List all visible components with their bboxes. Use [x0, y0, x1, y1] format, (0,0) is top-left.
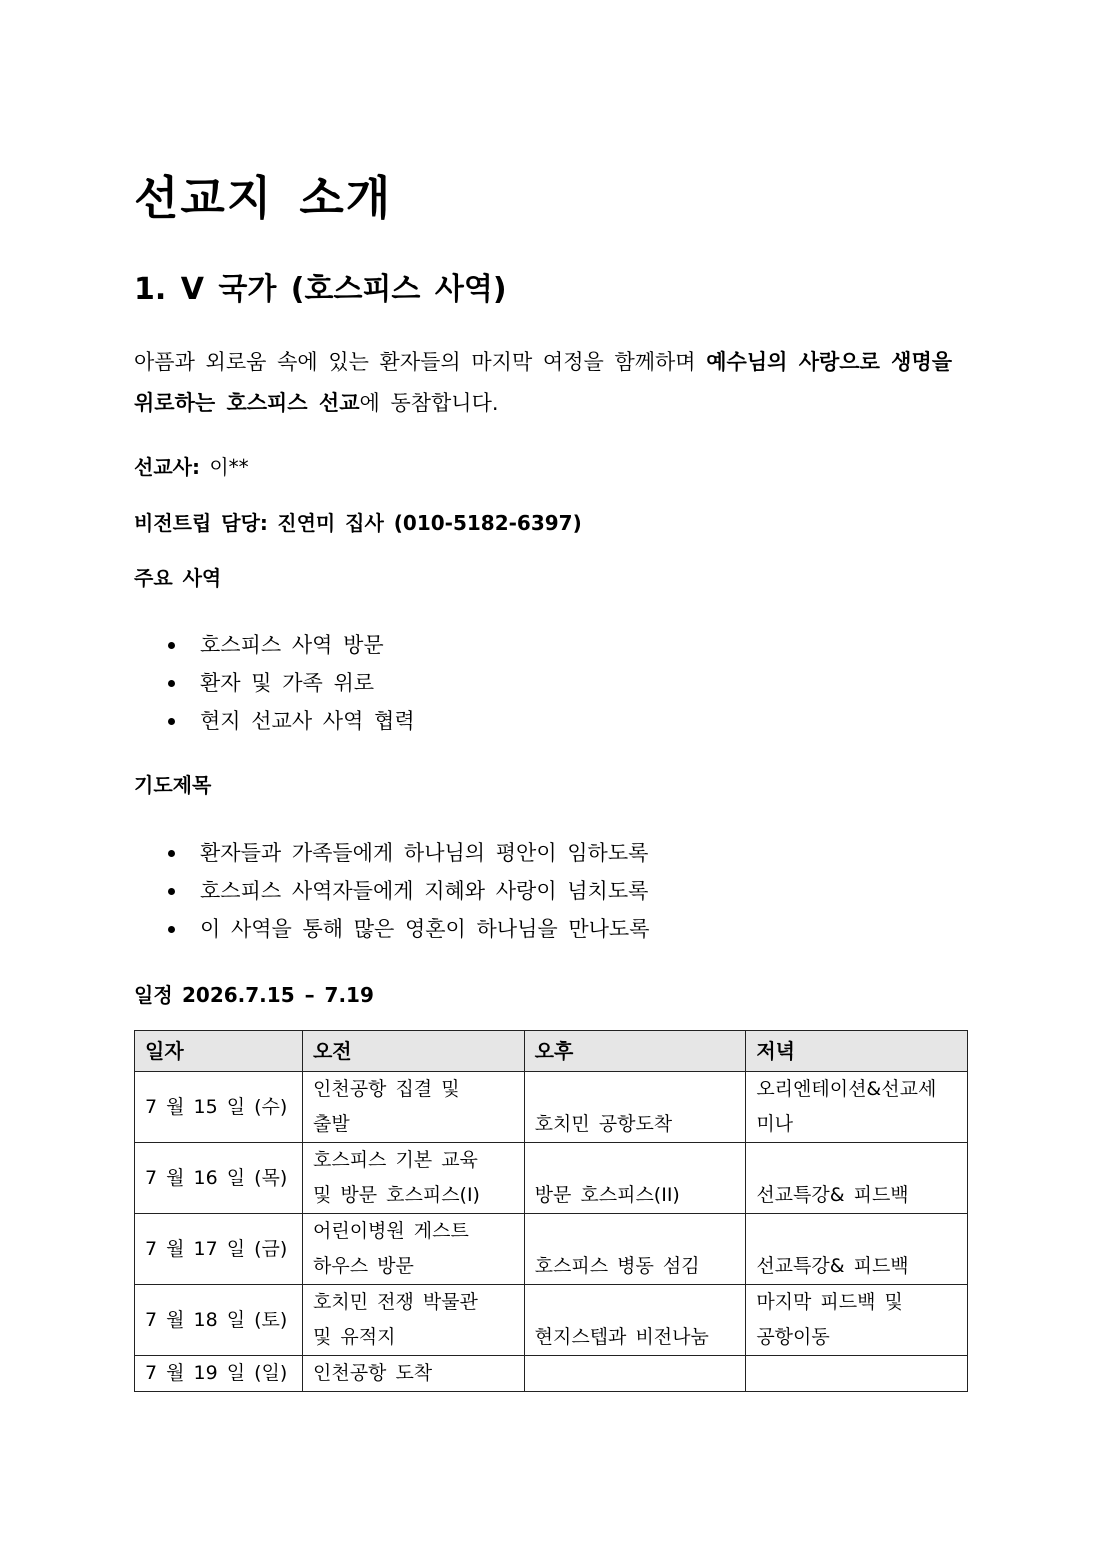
vision-trip-contact-value: 진연미 집사 (010-5182-6397): [277, 511, 582, 535]
cell-line: 오리엔테이션&선교세: [756, 1078, 937, 1100]
cell-line: 선교특강& 피드백: [756, 1184, 909, 1206]
section-heading: 1. V 국가 (호스피스 사역): [134, 272, 507, 307]
list-item: [134, 702, 415, 740]
list-item-text: 현지 선교사 사역 협력: [200, 709, 415, 733]
missionary-line: [134, 452, 249, 482]
morning-cell: [302, 1072, 524, 1143]
evening-cell: [746, 1285, 968, 1356]
list-item: [134, 834, 649, 872]
page-title: 선교지 소개: [134, 171, 393, 225]
schedule-heading: [134, 980, 374, 1010]
cell-line: 호스피스 기본 교육: [312, 1149, 478, 1171]
date-cell: 7 월 18 일 (토): [135, 1285, 303, 1356]
table-row: [135, 1285, 968, 1356]
schedule-heading-text: 일정: [134, 983, 173, 1007]
missionary-value: 이**: [209, 455, 249, 479]
schedule-date-range: 2026.7.15 – 7.19: [182, 983, 374, 1007]
cell-line: 하우스 방문: [312, 1255, 414, 1277]
cell-line: 마지막 피드백 및: [756, 1291, 903, 1313]
intro-text: 아픔과 외로움 속에 있는 환자들의 마지막 여정을 함께하며: [134, 350, 707, 374]
afternoon-cell: 방문 호스피스(II): [524, 1143, 746, 1214]
bullet-icon: [168, 680, 175, 687]
morning-cell: [302, 1285, 524, 1356]
evening-cell: [746, 1356, 968, 1392]
missionary-label: 선교사:: [134, 455, 200, 479]
cell-line: 미나: [756, 1113, 794, 1135]
column-header-evening: 저녁: [746, 1031, 968, 1072]
intro-paragraph: [134, 342, 964, 424]
cell-line: 인천공항 집결 및: [312, 1078, 460, 1100]
date-cell: 7 월 16 일 (목): [135, 1143, 303, 1214]
evening-cell: [746, 1143, 968, 1214]
list-item-text: 이 사역을 통해 많은 영혼이 하나님을 만나도록: [200, 917, 650, 941]
list-item: [134, 626, 415, 664]
afternoon-cell: [524, 1356, 746, 1392]
cell-line: 출발: [312, 1113, 350, 1135]
list-item-text: 호스피스 사역 방문: [200, 633, 384, 657]
vision-trip-contact-label: 비전트립 담당:: [134, 511, 268, 535]
list-item-text: 환자 및 가족 위로: [200, 671, 375, 695]
cell-line: 공항이동: [756, 1326, 830, 1348]
cell-line: 선교특강& 피드백: [756, 1255, 909, 1277]
afternoon-cell: 호치민 공항도착: [524, 1072, 746, 1143]
morning-cell: [302, 1214, 524, 1285]
prayer-topics-list: [134, 834, 649, 948]
list-item: [134, 872, 649, 910]
prayer-topics-heading: [134, 770, 211, 800]
table-row: [135, 1214, 968, 1285]
prayer-topics-heading-text: 기도제목: [134, 773, 212, 797]
bullet-icon: [168, 888, 175, 895]
bullet-icon: [168, 926, 175, 933]
cell-line: 어린이병원 게스트: [312, 1220, 469, 1242]
list-item-text: 환자들과 가족들에게 하나님의 평안이 임하도록: [200, 841, 649, 865]
bullet-icon: [168, 850, 175, 857]
table-row: [135, 1072, 968, 1143]
table-row: [135, 1356, 968, 1392]
intro-emphasis: 예수님의 사랑으로 생명을 위로하는 호스피스 선교: [134, 350, 953, 415]
cell-line: 및 방문 호스피스(I): [312, 1184, 480, 1206]
cell-line: 인천공항 도착: [312, 1362, 433, 1384]
list-item-text: 호스피스 사역자들에게 지혜와 사랑이 넘치도록: [200, 879, 649, 903]
cell-line: 호치민 전쟁 박물관: [312, 1291, 478, 1313]
list-item: [134, 910, 649, 948]
evening-cell: [746, 1072, 968, 1143]
cell-line: 및 유적지: [312, 1326, 396, 1348]
column-header-date: 일자: [135, 1031, 303, 1072]
table-row: [135, 1143, 968, 1214]
intro-text-end: 에 동참합니다.: [359, 391, 499, 415]
date-cell: 7 월 19 일 (일): [135, 1356, 303, 1392]
date-cell: 7 월 17 일 (금): [135, 1214, 303, 1285]
bullet-icon: [168, 718, 175, 725]
morning-cell: [302, 1143, 524, 1214]
afternoon-cell: 호스피스 병동 섬김: [524, 1214, 746, 1285]
bullet-icon: [168, 642, 175, 649]
date-cell: 7 월 15 일 (수): [135, 1072, 303, 1143]
column-header-morning: 오전: [302, 1031, 524, 1072]
evening-cell: [746, 1214, 968, 1285]
schedule-table: [134, 1030, 968, 1392]
afternoon-cell: 현지스텝과 비전나눔: [524, 1285, 746, 1356]
vision-trip-contact-line: [134, 508, 582, 538]
column-header-afternoon: 오후: [524, 1031, 746, 1072]
list-item: [134, 664, 415, 702]
main-ministry-heading-text: 주요 사역: [134, 566, 222, 590]
main-ministry-heading: [134, 563, 221, 593]
main-ministry-list: [134, 626, 415, 740]
table-header-row: [135, 1031, 968, 1072]
morning-cell: [302, 1356, 524, 1392]
